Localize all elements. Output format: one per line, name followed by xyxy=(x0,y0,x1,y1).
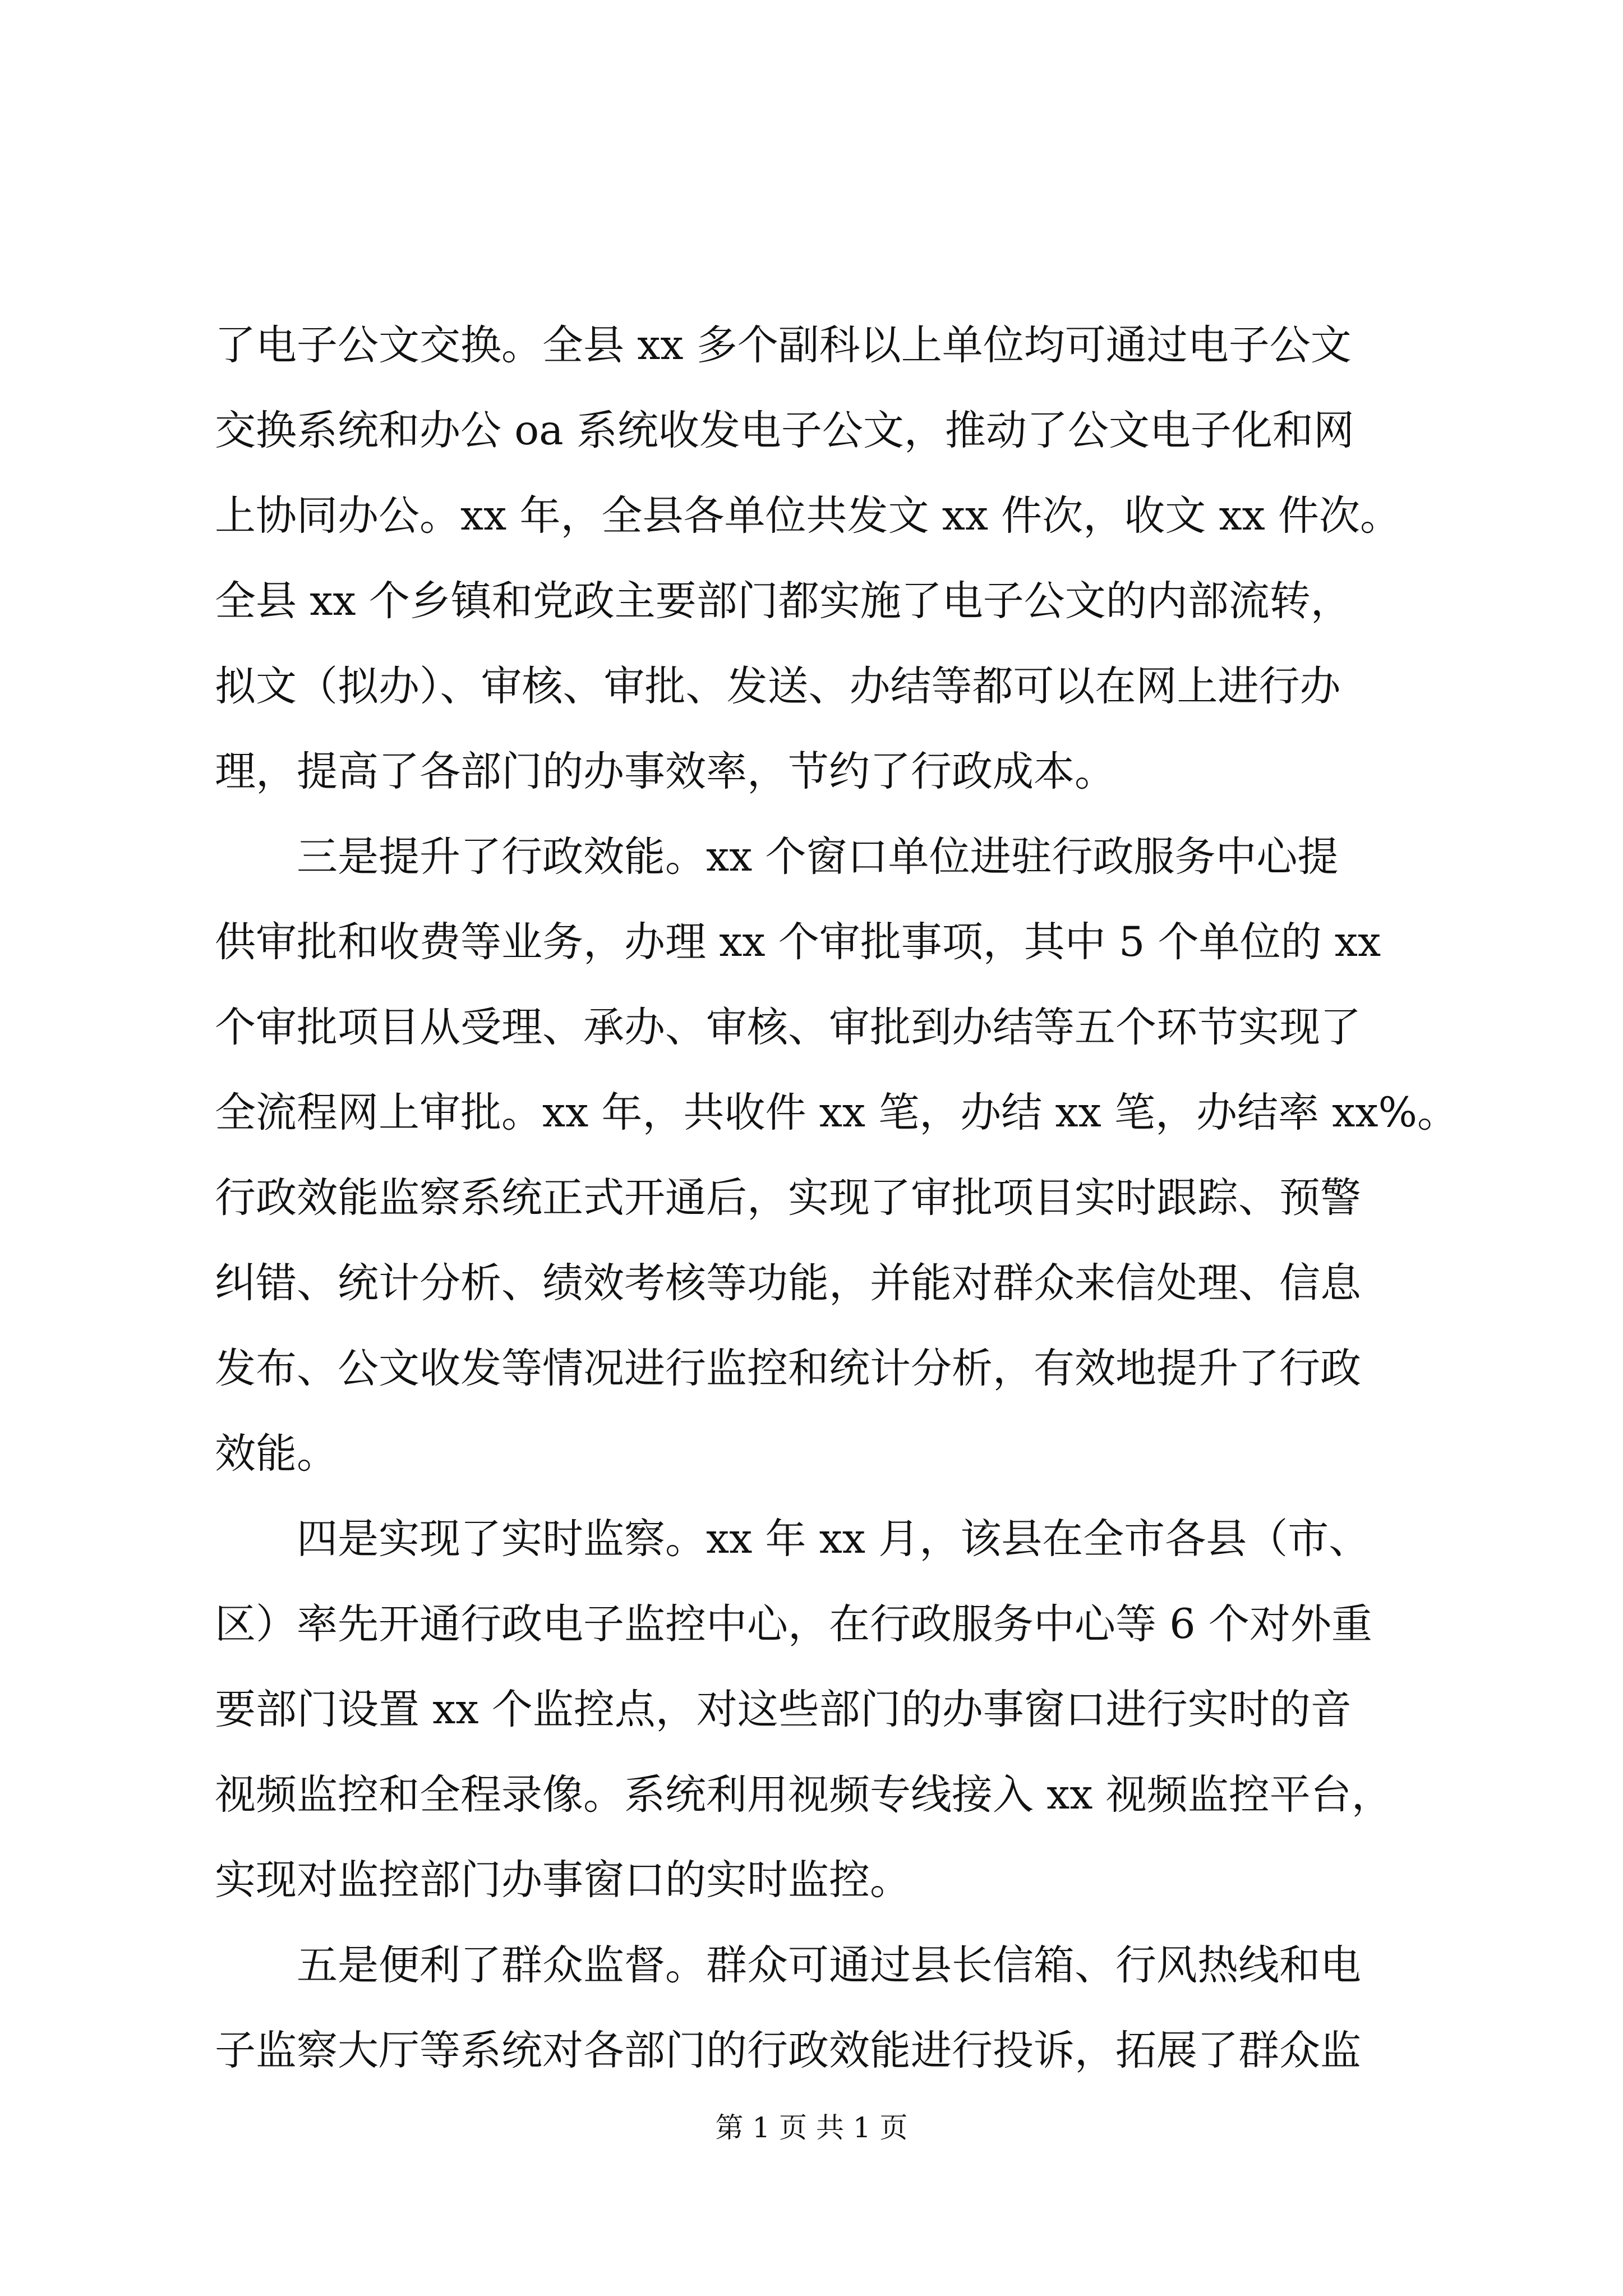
text-line: 拟文（拟办）、审核、审批、发送、办结等都可以在网上进行办 xyxy=(215,662,1341,710)
text-line: 行政效能监察系统正式开通后，实现了审批项目实时跟踪、预警 xyxy=(215,1174,1361,1222)
text-line: 实现对监控部门办事窗口的实时监控。 xyxy=(215,1856,911,1904)
text-line: 供审批和收费等业务，办理 xx 个审批事项，其中 5 个单位的 xx xyxy=(215,918,1381,966)
text-line: 理，提高了各部门的办事效率，节约了行政成本。 xyxy=(215,748,1115,795)
text-line: 三是提升了行政效能。xx 个窗口单位进驻行政服务中心提 xyxy=(215,833,1339,881)
text-line: 上协同办公。xx 年，全县各单位共发文 xx 件次，收文 xx 件次。 xyxy=(215,492,1401,540)
text-line: 纠错、统计分析、绩效考核等功能，并能对群众来信处理、信息 xyxy=(215,1259,1361,1307)
text-line: 五是便利了群众监督。群众可通过县长信箱、行风热线和电 xyxy=(215,1941,1361,1989)
text-line: 全县 xx 个乡镇和党政主要部门都实施了电子公文的内部流转， xyxy=(215,577,1352,625)
text-line: 交换系统和办公 oa 系统收发电子公文，推动了公文电子化和网 xyxy=(215,407,1354,454)
text-line: 效能。 xyxy=(215,1430,338,1478)
text-line: 子监察大厅等系统对各部门的行政效能进行投诉，拓展了群众监 xyxy=(215,2027,1361,2074)
text-line: 视频监控和全程录像。系统利用视频专线接入 xx 视频监控平台， xyxy=(215,1771,1393,1819)
text-line: 了电子公文交换。全县 xx 多个副科以上单位均可通过电子公文 xyxy=(215,321,1352,369)
text-line: 要部门设置 xx 个监控点，对这些部门的办事窗口进行实时的音 xyxy=(215,1686,1352,1733)
page-footer: 第 1 页 共 1 页 xyxy=(715,2111,908,2144)
text-line: 四是实现了实时监察。xx 年 xx 月，该县在全市各县（市、 xyxy=(215,1515,1370,1563)
text-line: 区）率先开通行政电子监控中心，在行政服务中心等 6 个对外重 xyxy=(215,1600,1372,1648)
text-line: 发布、公文收发等情况进行监控和统计分析，有效地提升了行政 xyxy=(215,1345,1361,1392)
text-line: 全流程网上审批。xx 年，共收件 xx 笔，办结 xx 笔，办结率 xx%。 xyxy=(215,1089,1458,1137)
text-line: 个审批项目从受理、承办、审核、审批到办结等五个环节实现了 xyxy=(215,1004,1361,1051)
document-body xyxy=(215,303,1458,2093)
